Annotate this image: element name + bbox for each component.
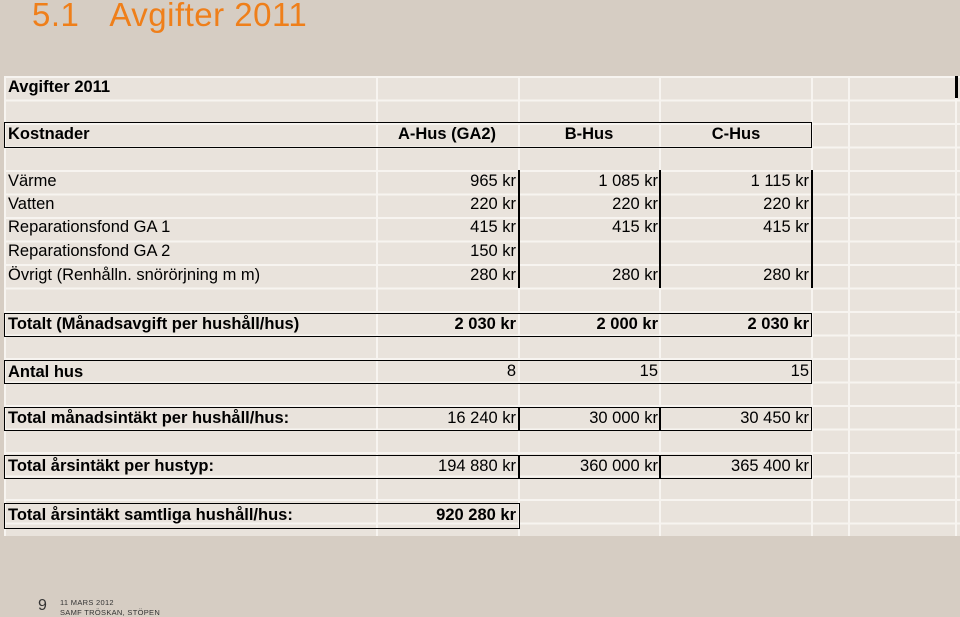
cost-row-value: 965 kr bbox=[470, 172, 516, 190]
cost-row-label: Reparationsfond GA 2 bbox=[8, 242, 171, 260]
total-value: 2 030 kr bbox=[747, 315, 809, 333]
cost-row-value: 415 kr bbox=[763, 218, 809, 236]
page-number: 9 bbox=[38, 597, 47, 614]
cost-row-value: 280 kr bbox=[470, 266, 516, 284]
cost-row-value: 280 kr bbox=[612, 266, 658, 284]
monthly-income-label: Total månadsintäkt per hushåll/hus: bbox=[8, 409, 290, 427]
header-column-a: A-Hus (GA2) bbox=[397, 125, 497, 143]
cost-row-label: Reparationsfond GA 1 bbox=[8, 218, 171, 236]
header-label: Kostnader bbox=[8, 125, 90, 143]
monthly-income-value: 16 240 kr bbox=[447, 409, 516, 427]
yearly-income-value: 365 400 kr bbox=[731, 457, 809, 475]
cost-row-value bbox=[659, 240, 809, 263]
cost-row-value: 220 kr bbox=[763, 195, 809, 213]
cost-row-label: Värme bbox=[8, 172, 57, 190]
cost-row-label: Övrigt (Renhålln. snörörjning m m) bbox=[8, 266, 261, 284]
cost-row-value: 220 kr bbox=[470, 195, 516, 213]
total-label: Totalt (Månadsavgift per hushåll/hus) bbox=[8, 315, 300, 333]
monthly-income-value: 30 000 kr bbox=[589, 409, 658, 427]
sheet-edge-marker bbox=[955, 76, 958, 98]
yearly-income-value: 360 000 kr bbox=[580, 457, 658, 475]
header-column-c: C-Hus bbox=[711, 125, 761, 143]
grid-column-line bbox=[955, 76, 957, 536]
total-value: 2 000 kr bbox=[596, 315, 658, 333]
table-caption: Avgifter 2011 bbox=[8, 78, 111, 96]
cost-row-label: Vatten bbox=[8, 195, 55, 213]
cost-row-value: 415 kr bbox=[470, 218, 516, 236]
yearly-income-value: 194 880 kr bbox=[438, 457, 516, 475]
cost-row-value: 1 115 kr bbox=[750, 172, 809, 190]
footer-date: 11 MARS 2012 bbox=[60, 598, 114, 607]
yearly-total-value: 920 280 kr bbox=[436, 506, 516, 524]
header-column-b: B-Hus bbox=[564, 125, 614, 143]
cost-row-value: 1 085 kr bbox=[598, 172, 658, 190]
antal-value: 8 bbox=[506, 362, 516, 380]
yearly-income-label: Total årsintäkt per hustyp: bbox=[8, 457, 214, 475]
cost-row-value: 415 kr bbox=[612, 218, 658, 236]
antal-value: 15 bbox=[790, 362, 809, 380]
cost-row-value: 280 kr bbox=[763, 266, 809, 284]
total-value: 2 030 kr bbox=[454, 315, 516, 333]
cost-row-value: 150 kr bbox=[470, 242, 516, 260]
yearly-total-label: Total årsintäkt samtliga hushåll/hus: bbox=[8, 506, 293, 524]
column-border bbox=[811, 170, 813, 288]
monthly-income-value: 30 450 kr bbox=[740, 409, 809, 427]
antal-label: Antal hus bbox=[8, 363, 84, 381]
slide-title: 5.1 Avgifter 2011 bbox=[32, 0, 308, 33]
cost-row-value: 220 kr bbox=[612, 195, 658, 213]
cost-row-value bbox=[518, 240, 658, 263]
antal-value: 15 bbox=[639, 362, 658, 380]
grid-column-line bbox=[848, 76, 850, 536]
footer-author: SAMF TRÖSKAN, STÖPEN bbox=[60, 608, 161, 617]
